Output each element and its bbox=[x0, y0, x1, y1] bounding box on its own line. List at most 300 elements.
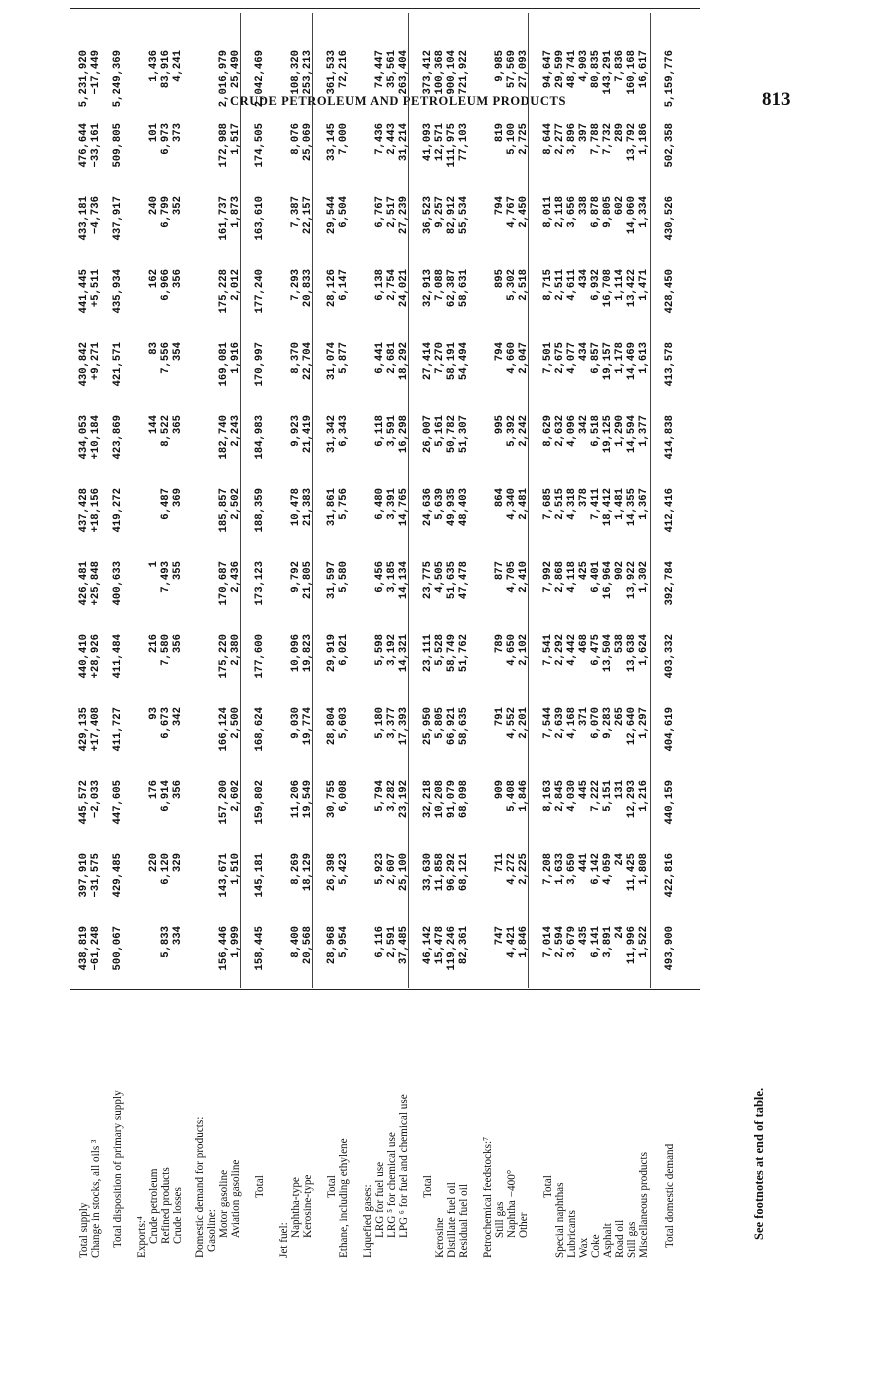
table-cell: 1,873 bbox=[230, 196, 242, 228]
table-cell: 22,704 bbox=[302, 342, 314, 381]
table-cell: 174,505 bbox=[254, 123, 266, 168]
table-cell: 5,528 bbox=[434, 634, 446, 666]
table-cell: −33,161 bbox=[90, 123, 102, 168]
table-cell: 995 bbox=[494, 415, 506, 435]
table-cell: 24,021 bbox=[398, 269, 410, 308]
table-cell: +25,848 bbox=[90, 561, 102, 606]
table-cell: 9,792 bbox=[290, 561, 302, 593]
rotated-supply-demand-table bbox=[70, 8, 700, 1258]
table-cell: 31,214 bbox=[398, 123, 410, 162]
table-cell: 5,639 bbox=[434, 488, 446, 520]
table-cell: 6,966 bbox=[160, 269, 172, 301]
table-cell: 4,705 bbox=[506, 561, 518, 593]
table-cell: 5,603 bbox=[338, 707, 350, 739]
table-cell: 6,118 bbox=[374, 415, 386, 447]
table-cell: 2,502 bbox=[230, 488, 242, 520]
row-label: Naphtha-type bbox=[290, 1177, 302, 1238]
table-cell: 392,784 bbox=[664, 561, 676, 606]
table-cell: 902 bbox=[614, 561, 626, 581]
table-cell: 2,754 bbox=[386, 269, 398, 301]
table-cell: 2,450 bbox=[518, 196, 530, 228]
table-cell: 1,808 bbox=[638, 853, 650, 885]
row-label: Residual fuel oil bbox=[458, 1184, 470, 1258]
table-cell: 2,277 bbox=[554, 123, 566, 155]
table-cell: 5,180 bbox=[374, 707, 386, 739]
table-cell: 21,805 bbox=[302, 561, 314, 600]
table-cell: 119,246 bbox=[446, 926, 458, 971]
table-cell: 46,142 bbox=[422, 926, 434, 965]
table-cell: 433,181 bbox=[78, 196, 90, 241]
page-number: 813 bbox=[762, 89, 791, 110]
table-cell: 2,845 bbox=[554, 780, 566, 812]
table-cell: 2,517 bbox=[386, 196, 398, 228]
table-cell: 4,442 bbox=[566, 634, 578, 666]
table-cell: 2,102 bbox=[518, 634, 530, 666]
table-cell: 50,782 bbox=[446, 415, 458, 454]
table-cell: 24 bbox=[614, 853, 626, 866]
table-cell: 2,511 bbox=[554, 269, 566, 301]
table-cell: 1,522 bbox=[638, 926, 650, 958]
table-cell: 131 bbox=[614, 780, 626, 800]
table-cell: 8,400 bbox=[290, 926, 302, 958]
row-label: Special naphthas bbox=[554, 1182, 566, 1258]
subtotal-rule bbox=[528, 13, 529, 988]
table-cell: 58,631 bbox=[458, 269, 470, 308]
table-cell: 145,181 bbox=[254, 853, 266, 898]
table-cell: 77,103 bbox=[458, 123, 470, 162]
table-cell: 4,096 bbox=[566, 415, 578, 447]
table-cell: 19,157 bbox=[602, 342, 614, 381]
table-cell: 14,060 bbox=[626, 196, 638, 235]
table-cell: 7,541 bbox=[542, 634, 554, 666]
table-cell: 8,011 bbox=[542, 196, 554, 228]
table-cell: 7,580 bbox=[160, 634, 172, 666]
table-cell: 158,445 bbox=[254, 926, 266, 971]
table-cell: 2,225 bbox=[518, 853, 530, 885]
table-cell: 27,239 bbox=[398, 196, 410, 235]
table-cell: 182,740 bbox=[218, 415, 230, 460]
table-cell: 4,552 bbox=[506, 707, 518, 739]
table-cell: 48,403 bbox=[458, 488, 470, 527]
table-cell: 111,975 bbox=[446, 123, 458, 168]
row-label: Refined products bbox=[160, 1167, 172, 1244]
table-cell: 6,142 bbox=[590, 853, 602, 885]
table-cell: 57,569 bbox=[506, 50, 518, 89]
row-label: Aviation gasoline bbox=[230, 1159, 242, 1238]
subtotal-rule bbox=[240, 13, 241, 988]
table-cell: 156,446 bbox=[218, 926, 230, 971]
table-cell: 2,591 bbox=[386, 926, 398, 958]
table-cell: 1,510 bbox=[230, 853, 242, 885]
table-cell: 2,607 bbox=[386, 853, 398, 885]
table-cell: 3,679 bbox=[566, 926, 578, 958]
table-cell: 6,147 bbox=[338, 269, 350, 301]
table-cell: 6,857 bbox=[590, 342, 602, 374]
table-cell: 538 bbox=[614, 634, 626, 654]
table-cell: 8,715 bbox=[542, 269, 554, 301]
table-cell: 11,858 bbox=[434, 853, 446, 892]
table-cell: 265 bbox=[614, 707, 626, 727]
table-cell: 373 bbox=[172, 123, 184, 143]
table-cell: 7,992 bbox=[542, 561, 554, 593]
table-cell: 2,500 bbox=[230, 707, 242, 739]
table-cell: 2,594 bbox=[554, 926, 566, 958]
table-cell: 1,186 bbox=[638, 123, 650, 155]
table-cell: 31,861 bbox=[326, 488, 338, 527]
table-cell: 170,687 bbox=[218, 561, 230, 606]
table-cell: 176 bbox=[148, 780, 160, 800]
table-cell: 157,200 bbox=[218, 780, 230, 825]
table-cell: 14,355 bbox=[626, 488, 638, 527]
table-cell: 14,321 bbox=[398, 634, 410, 673]
table-cell: 356 bbox=[172, 780, 184, 800]
table-cell: 355 bbox=[172, 561, 184, 581]
table-cell: 2,639 bbox=[554, 707, 566, 739]
table-cell: 7,556 bbox=[160, 342, 172, 374]
table-cell: 13,504 bbox=[602, 634, 614, 673]
table-cell: 2,602 bbox=[230, 780, 242, 812]
table-cell: 24 bbox=[614, 926, 626, 939]
table-cell: 5,598 bbox=[374, 634, 386, 666]
table-cell: 413,578 bbox=[664, 342, 676, 387]
table-cell: 4,767 bbox=[506, 196, 518, 228]
table-cell: 6,480 bbox=[374, 488, 386, 520]
table-cell: 51,762 bbox=[458, 634, 470, 673]
table-cell: 16,298 bbox=[398, 415, 410, 454]
table-cell: 1,334 bbox=[638, 196, 650, 228]
table-cell: 6,141 bbox=[590, 926, 602, 958]
table-cell: 5,249,369 bbox=[112, 50, 124, 108]
table-cell: 8,629 bbox=[542, 415, 554, 447]
table-cell: 2,481 bbox=[518, 488, 530, 520]
table-cell: 55,534 bbox=[458, 196, 470, 235]
row-label: Total disposition of primary supply bbox=[112, 1090, 124, 1248]
row-label: Coke bbox=[590, 1234, 602, 1258]
table-cell: 10,096 bbox=[290, 634, 302, 673]
table-cell: 371 bbox=[578, 707, 590, 727]
table-cell: 4,030 bbox=[566, 780, 578, 812]
table-cell: −31,575 bbox=[90, 853, 102, 898]
table-cell: 5,159,776 bbox=[664, 50, 676, 108]
table-cell: 10,208 bbox=[434, 780, 446, 819]
table-cell: 25,069 bbox=[302, 123, 314, 162]
table-cell: 4,505 bbox=[434, 561, 446, 593]
table-cell: 13,792 bbox=[626, 123, 638, 162]
table-cell: 17,393 bbox=[398, 707, 410, 746]
table-cell: 7,293 bbox=[290, 269, 302, 301]
table-cell: 2,012 bbox=[230, 269, 242, 301]
table-cell: 26,398 bbox=[326, 853, 338, 892]
table-cell: 2,118 bbox=[554, 196, 566, 228]
table-cell: 6,456 bbox=[374, 561, 386, 593]
table-cell: 397 bbox=[578, 123, 590, 143]
table-cell: 9,805 bbox=[602, 196, 614, 228]
table-cell: 1,302 bbox=[638, 561, 650, 593]
table-cell: 94,647 bbox=[542, 50, 554, 89]
table-cell: 93 bbox=[148, 707, 160, 720]
table-cell: 1,517 bbox=[230, 123, 242, 155]
table-cell: 338 bbox=[578, 196, 590, 216]
table-cell: 423,869 bbox=[112, 415, 124, 460]
table-cell: 4,118 bbox=[566, 561, 578, 593]
table-cell: 91,079 bbox=[446, 780, 458, 819]
table-cell: 14,134 bbox=[398, 561, 410, 600]
table-cell: 1,436 bbox=[148, 50, 160, 82]
table-cell: 2,675 bbox=[554, 342, 566, 374]
table-cell: 161,737 bbox=[218, 196, 230, 241]
table-cell: 3,391 bbox=[386, 488, 398, 520]
table-cell: 6,487 bbox=[160, 488, 172, 520]
table-cell: 8,163 bbox=[542, 780, 554, 812]
table-cell: 6,878 bbox=[590, 196, 602, 228]
table-cell: 414,838 bbox=[664, 415, 676, 460]
subtotal-rule bbox=[650, 13, 651, 988]
table-cell: 445,572 bbox=[78, 780, 90, 825]
table-cell: 5,833 bbox=[160, 926, 172, 958]
table-cell: 6,116 bbox=[374, 926, 386, 958]
table-cell: 8,644 bbox=[542, 123, 554, 155]
table-cell: 493,900 bbox=[664, 926, 676, 971]
table-cell: 159,802 bbox=[254, 780, 266, 825]
table-cell: 422,816 bbox=[664, 853, 676, 898]
table-cell: 68,098 bbox=[458, 780, 470, 819]
table-cell: 909 bbox=[494, 780, 506, 800]
table-cell: 434,053 bbox=[78, 415, 90, 460]
row-label: Still gas bbox=[626, 1221, 638, 1258]
table-cell: 177,600 bbox=[254, 634, 266, 679]
row-label: Total bbox=[422, 1175, 434, 1198]
table-cell: 19,125 bbox=[602, 415, 614, 454]
table-cell: 1,481 bbox=[614, 488, 626, 520]
table-cell: 500,067 bbox=[112, 926, 124, 971]
table-cell: 864 bbox=[494, 488, 506, 508]
table-cell: 168,624 bbox=[254, 707, 266, 752]
table-cell: 438,819 bbox=[78, 926, 90, 971]
row-label: Naphtha −400° bbox=[506, 1169, 518, 1238]
row-label: Total bbox=[326, 1175, 338, 1198]
table-cell: 173,123 bbox=[254, 561, 266, 606]
row-label: Crude petroleum bbox=[148, 1168, 160, 1244]
table-cell: 7,014 bbox=[542, 926, 554, 958]
table-cell: 794 bbox=[494, 342, 506, 362]
table-cell: 29,599 bbox=[554, 50, 566, 89]
table-cell: 6,138 bbox=[374, 269, 386, 301]
table-cell: 15,478 bbox=[434, 926, 446, 965]
table-cell: 80,835 bbox=[590, 50, 602, 89]
table-cell: 5,954 bbox=[338, 926, 350, 958]
table-cell: 5,100 bbox=[506, 123, 518, 155]
table-cell: 4,168 bbox=[566, 707, 578, 739]
table-cell: 23,192 bbox=[398, 780, 410, 819]
row-label: Gasoline: bbox=[206, 1209, 218, 1252]
table-cell: 27,414 bbox=[422, 342, 434, 381]
row-label: Ethane, including ethylene bbox=[338, 1138, 350, 1258]
table-cell: 791 bbox=[494, 707, 506, 727]
table-cell: 12,293 bbox=[626, 780, 638, 819]
table-cell: 1,846 bbox=[518, 926, 530, 958]
table-cell: 10,478 bbox=[290, 488, 302, 527]
table-cell: 37,485 bbox=[398, 926, 410, 965]
table-cell: 33,630 bbox=[422, 853, 434, 892]
table-cell: 6,673 bbox=[160, 707, 172, 739]
table-cell: −2,033 bbox=[90, 780, 102, 819]
table-cell: 7,436 bbox=[374, 123, 386, 155]
table-cell: 6,932 bbox=[590, 269, 602, 301]
table-cell: 3,896 bbox=[566, 123, 578, 155]
table-cell: 143,671 bbox=[218, 853, 230, 898]
table-cell: 5,877 bbox=[338, 342, 350, 374]
table-cell: 16,708 bbox=[602, 269, 614, 308]
table-cell: 1,297 bbox=[638, 707, 650, 739]
table-cell: 7,270 bbox=[434, 342, 446, 374]
table-cell: 23,775 bbox=[422, 561, 434, 600]
table-cell: 6,070 bbox=[590, 707, 602, 739]
table-cell: +5,511 bbox=[90, 269, 102, 308]
table-cell: 160,168 bbox=[626, 50, 638, 95]
table-cell: 13,638 bbox=[626, 634, 638, 673]
table-cell: 23,111 bbox=[422, 634, 434, 673]
table-cell: 400,633 bbox=[112, 561, 124, 606]
table-cell: 14,765 bbox=[398, 488, 410, 527]
table-cell: 7,000 bbox=[338, 123, 350, 155]
row-label: Crude losses bbox=[172, 1187, 184, 1244]
table-cell: 177,240 bbox=[254, 269, 266, 314]
table-cell: 4,318 bbox=[566, 488, 578, 520]
row-label: Still gas bbox=[494, 1201, 506, 1238]
table-cell: 184,983 bbox=[254, 415, 266, 460]
table-cell: 2,725 bbox=[518, 123, 530, 155]
table-cell: 404,619 bbox=[664, 707, 676, 752]
row-label: Lubricants bbox=[566, 1210, 578, 1258]
table-cell: 342 bbox=[578, 415, 590, 435]
table-cell: 18,412 bbox=[602, 488, 614, 527]
table-cell: 437,428 bbox=[78, 488, 90, 533]
table-cell: 175,220 bbox=[218, 634, 230, 679]
table-cell: 4,421 bbox=[506, 926, 518, 958]
table-cell: 421,571 bbox=[112, 342, 124, 387]
table-cell: 434 bbox=[578, 342, 590, 362]
table-cell: 1,999 bbox=[230, 926, 242, 958]
row-label: Motor gasoline bbox=[218, 1169, 230, 1238]
table-cell: 49,935 bbox=[446, 488, 458, 527]
table-cell: 16,964 bbox=[602, 561, 614, 600]
table-cell: 7,788 bbox=[590, 123, 602, 155]
table-cell: 289 bbox=[614, 123, 626, 143]
table-cell: 5,756 bbox=[338, 488, 350, 520]
table-cell: 900,104 bbox=[446, 50, 458, 95]
table-cell: 7,685 bbox=[542, 488, 554, 520]
table-cell: 877 bbox=[494, 561, 506, 581]
table-cell: 819 bbox=[494, 123, 506, 143]
table-cell: 11,996 bbox=[626, 926, 638, 965]
table-cell: 3,192 bbox=[386, 634, 398, 666]
row-label: Exports:⁴ bbox=[136, 1216, 148, 1258]
table-cell: 4,241 bbox=[172, 50, 184, 82]
row-label: Miscellaneous products bbox=[638, 1152, 650, 1258]
table-cell: 32,218 bbox=[422, 780, 434, 819]
table-cell: 6,799 bbox=[160, 196, 172, 228]
table-cell: 7,411 bbox=[590, 488, 602, 520]
table-cell: 329 bbox=[172, 853, 184, 873]
table-cell: 12,640 bbox=[626, 707, 638, 746]
table-cell: 6,120 bbox=[160, 853, 172, 885]
table-cell: 2,292 bbox=[554, 634, 566, 666]
table-cell: 19,823 bbox=[302, 634, 314, 673]
table-cell: 18,129 bbox=[302, 853, 314, 892]
table-cell: 47,478 bbox=[458, 561, 470, 600]
table-cell: 13,422 bbox=[626, 269, 638, 308]
running-title: CRUDE PETROLEUM AND PETROLEUM PRODUCTS bbox=[230, 94, 567, 108]
table-cell: 3,891 bbox=[602, 926, 614, 958]
table-cell: 3,656 bbox=[566, 196, 578, 228]
table-cell: 5,302 bbox=[506, 269, 518, 301]
table-cell: 144 bbox=[148, 415, 160, 435]
subtotal-rule bbox=[312, 13, 313, 988]
row-label: Wax bbox=[578, 1237, 590, 1258]
table-cell: 5,805 bbox=[434, 707, 446, 739]
table-cell: 8,269 bbox=[290, 853, 302, 885]
table-cell: 440,410 bbox=[78, 634, 90, 679]
row-label: LPG ⁶ for fuel and chemical use bbox=[398, 1094, 410, 1238]
table-cell: 51,307 bbox=[458, 415, 470, 454]
table-cell: 356 bbox=[172, 269, 184, 289]
table-cell: 2,868 bbox=[554, 561, 566, 593]
table-cell: 9,985 bbox=[494, 50, 506, 82]
table-cell: 32,913 bbox=[422, 269, 434, 308]
table-cell: 2,243 bbox=[230, 415, 242, 447]
table-cell: 434 bbox=[578, 269, 590, 289]
table-cell: 4,611 bbox=[566, 269, 578, 301]
table-cell: 426,481 bbox=[78, 561, 90, 606]
table-cell: 31,342 bbox=[326, 415, 338, 454]
table-cell: 412,416 bbox=[664, 488, 676, 533]
table-cell: 175,228 bbox=[218, 269, 230, 314]
table-cell: 5,151 bbox=[602, 780, 614, 812]
row-label: LRG for fuel use bbox=[374, 1161, 386, 1238]
table-cell: 7,544 bbox=[542, 707, 554, 739]
table-cell: −17,449 bbox=[90, 50, 102, 95]
table-cell: 82,361 bbox=[458, 926, 470, 965]
table-cell: 13,922 bbox=[626, 561, 638, 600]
table-cell: 5,161 bbox=[434, 415, 446, 447]
table-cell: 240 bbox=[148, 196, 160, 216]
table-cell: 2,436 bbox=[230, 561, 242, 593]
table-cell: 430,526 bbox=[664, 196, 676, 241]
table-cell: +28,926 bbox=[90, 634, 102, 679]
table-cell: 9,030 bbox=[290, 707, 302, 739]
table-cell: 2,016,979 bbox=[218, 50, 230, 108]
row-label: Kerosine-type bbox=[302, 1174, 314, 1238]
table-cell: 83 bbox=[148, 342, 160, 355]
table-cell: 7,493 bbox=[160, 561, 172, 593]
table-cell: 3,377 bbox=[386, 707, 398, 739]
table-cell: 162 bbox=[148, 269, 160, 289]
table-cell: 1,290 bbox=[614, 415, 626, 447]
table-cell: 169,081 bbox=[218, 342, 230, 387]
table-cell: 2,201 bbox=[518, 707, 530, 739]
table-cell: 263,404 bbox=[398, 50, 410, 95]
table-cell: 5,580 bbox=[338, 561, 350, 593]
row-label: Total domestic demand bbox=[664, 1143, 676, 1248]
table-cell: 440,159 bbox=[664, 780, 676, 825]
table-cell: 5,231,920 bbox=[78, 50, 90, 108]
table-cell: 435,934 bbox=[112, 269, 124, 314]
table-cell: 429,485 bbox=[112, 853, 124, 898]
table-cell: 2,443 bbox=[386, 123, 398, 155]
table-cell: 48,741 bbox=[566, 50, 578, 89]
table-cell: 11,206 bbox=[290, 780, 302, 819]
subtotal-rule bbox=[408, 13, 409, 988]
